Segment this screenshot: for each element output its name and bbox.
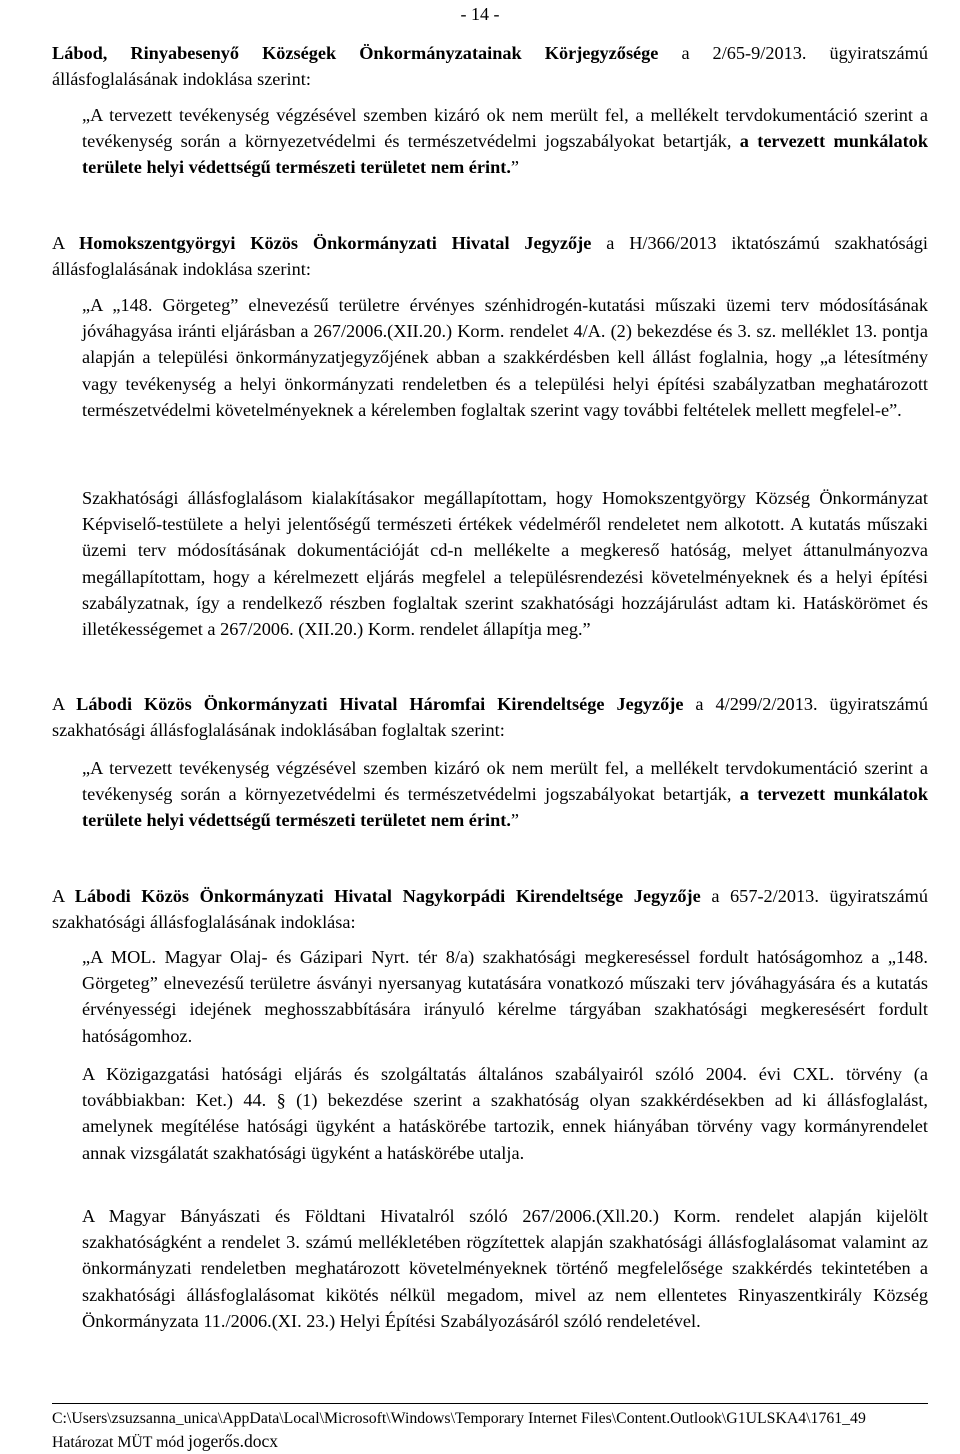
quote-homokszentgyorgy-continued: Szakhatósági állásfoglalásom kialakításakor megállapítottam, hogy Homokszentgyörgy Község Önkormányzat Képviselő-testülete a helyi jelentőségű természeti értékek védelméről rendeletet nem alkotott. A kutatás műszaki üzemi terv módosításának dokumentációját cd-n mellékelte a megkereső hatóság, melyet áttanulmányozva megállapítottam, hogy a kérelmezett eljárás megfelel a településrendezési követelményeknek és a helyi építési szabályzatnak, így a rendelkező részben foglaltak szerint szakhatósági hozzájárulást adtam ki. Hatáskörömet és illetékességemet a 267/2006. (XII.20.) Korm. rendelet állapítja meg.” (82, 488, 928, 640)
paragraph-haromfa: A Lábodi Közös Önkormányzati Hivatal Háromfai Kirendeltsége Jegyzője a 4/299/2/2013. ügyiratszámú szakhatósági állásfoglalásának indoklásában foglaltak szerint: (52, 694, 928, 741)
quote-nagykorpad-ket: A Közigazgatási hatósági eljárás és szolgáltatás általános szabályairól szóló 2004. évi CXL. törvény (a továbbiakban: Ket.) 44. § (1) bekezdése szerint a szakhatóság olyan szakkérdésekben ad ki állásfoglalást, amelynek megítélése hatósági ügyként a hatáskörébe tartozik, ennek hiányában törvény vagy kormányrendelet annak vizsgálatát szakhatósági ügyként a hatáskörébe utalja. (82, 1064, 928, 1163)
paragraph-nagykorpad: A Lábodi Közös Önkormányzati Hivatal Nagykorpádi Kirendeltsége Jegyzője a 657-2/2013. ügyiratszámú szakhatósági állásfoglalásának indoklása: (52, 886, 928, 933)
quote-nagykorpad-mbfh: A Magyar Bányászati és Földtani Hivatalról szóló 267/2006.(Xll.20.) Korm. rendelet alapján kijelölt szakhatóságként a rendelet 3. számú mellékletében rögzítettek alapján szakhatósági állásfoglalásomat valamint az önkormányzati rendeletben meghatározott követelményeknek történő megfelelősége szakkérdés tekintetében a szakhatósági állásfoglalásomat kikötés nélkül megadom, mivel az nem ellentetes Rinyaszentkirály Község Önkormányzata 11./2006.(XI. 23.) Helyi Építési Szabályozásáról szóló rendeletével. (82, 1206, 928, 1331)
footer-file-path: C:\Users\zsuzsanna_unica\AppData\Local\Microsoft\Windows\Temporary Internet Files\Content.Outlook\G1ULSKA4\1761_49 Határozat MÜT mód jogerős.docx (52, 1403, 928, 1454)
paragraph-labod-korjegyzoseg: Lábod, Rinyabesenyő Községek Önkormányzatainak Körjegyzősége a 2/65-9/2013. ügyiratszámú állásfoglalásának indoklása szerint: (52, 43, 928, 90)
quote-nagykorpad-mol: „A MOL. Magyar Olaj- és Gázipari Nyrt. tér 8/a) szakhatósági megkereséssel fordult hatóságomhoz a „148. Görgeteg” elnevezésű területre ásványi nyersanyag kutatására vonatkozó műszaki terv jóváhagyására és a kutatás érvényességi idejének meghosszabbítására irányuló kérelme tárgyában szakhatósági megkeresésért fordult hatóságomhoz. (82, 947, 928, 1046)
page-number: - 14 - (460, 4, 500, 24)
quote-haromfa: „A tervezett tevékenység végzésével szemben kizáró ok nem merült fel, a mellékelt tervdokumentáció szerint a tevékenység során a környezetvédelmi és természetvédelmi jogszabályokat betartják, a tervezett munkálatok területe helyi védettségű természeti területet nem érint.” (82, 758, 928, 831)
quote-labod: „A tervezett tevékenység végzésével szemben kizáró ok nem merült fel, a mellékelt tervdokumentáció szerint a tevékenység során a környezetvédelmi és természetvédelmi jogszabályokat betartják, a tervezett munkálatok területe helyi védettségű természeti területet nem érint.” (82, 105, 928, 178)
paragraph-homokszentgyorgy: A Homokszentgyörgyi Közös Önkormányzati Hivatal Jegyzője a H/366/2013 iktatószámú szakhatósági állásfoglalásának indoklása szerint: (52, 233, 928, 280)
quote-homokszentgyorgy: „A „148. Görgeteg” elnevezésű területre érvényes szénhidrogén-kutatási műszaki üzemi terv módosításának jóváhagyása iránti eljárásban a 267/2006.(XII.20.) Korm. rendelet 4/A. (2) bekezdése és 3. sz. melléklet 13. pontja alapján a települési önkormányzatjegyzőjének abban a szakkérdésben kell állást foglalnia, hogy „a létesítmény vagy tevékenység a helyi önkormányzati rendeletben és a települési helyi építési szabályzatban meghatározott természetvédelmi követelményeknek a kérelemben foglaltak szerint vagy további feltételek mellett megfelel-e”. (82, 295, 928, 420)
